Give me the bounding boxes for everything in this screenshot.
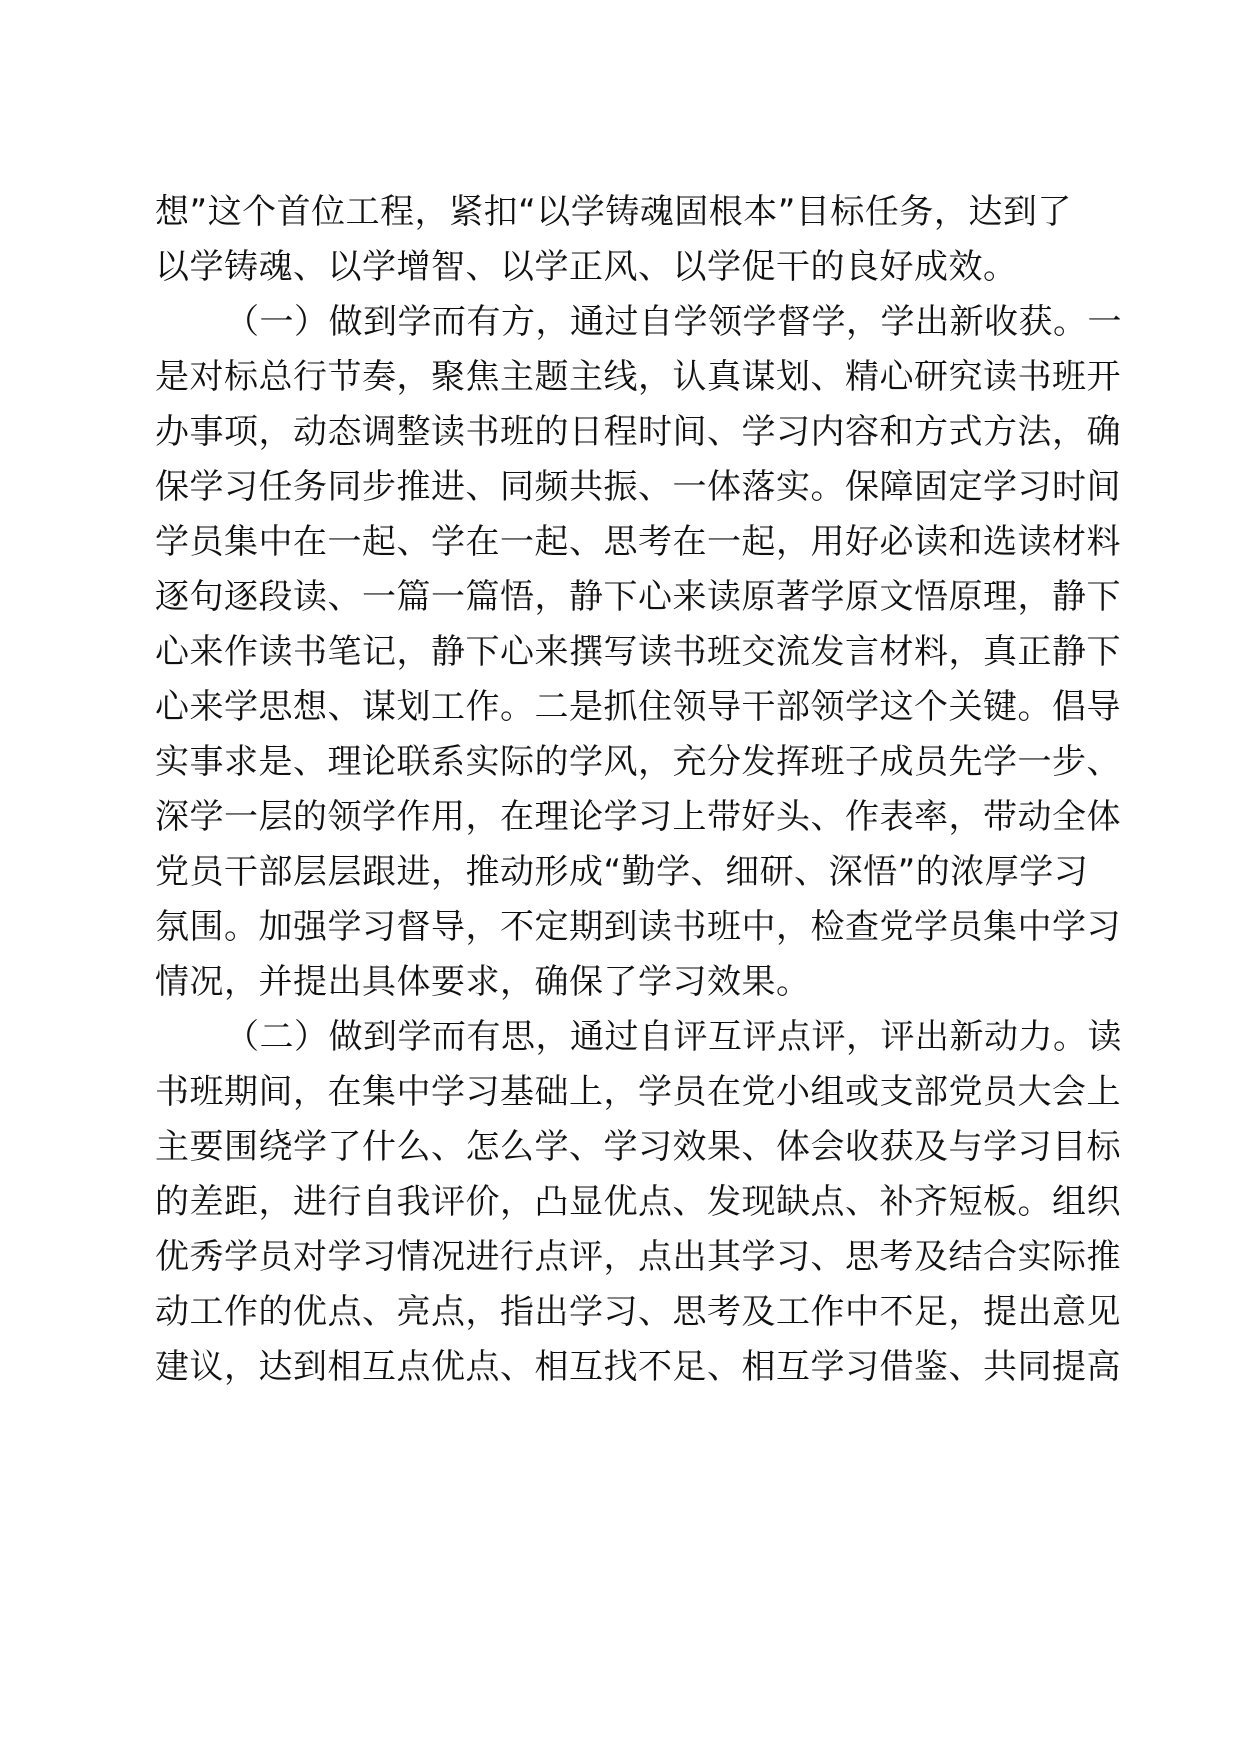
text-line: 逐句逐段读、一篇一篇悟，静下心来读原著学原文悟原理，静下 <box>155 577 1121 617</box>
text-line: 党员干部层层跟进，推动形成“勤学、细研、深悟”的浓厚学习 <box>155 852 1089 892</box>
text-line: 以学铸魂、以学增智、以学正风、以学促干的良好成效。 <box>155 247 1018 287</box>
text-line: 是对标总行节奏，聚焦主题主线，认真谋划、精心研究读书班开 <box>155 357 1121 397</box>
paragraph-heading-2: （二）做到学而有思，通过自评互评点评，评出新动力。读 <box>225 1017 1122 1057</box>
text-line: 实事求是、理论联系实际的学风，充分发挥班子成员先学一步、 <box>155 742 1121 782</box>
text-line: 学员集中在一起、学在一起、思考在一起，用好必读和选读材料 <box>155 522 1121 562</box>
text-line: 保学习任务同步推进、同频共振、一体落实。保障固定学习时间 <box>155 467 1121 507</box>
text-line: 想”这个首位工程，紧扣“以学铸魂固根本”目标任务，达到了 <box>155 192 1072 232</box>
text-line: 心来作读书笔记，静下心来撰写读书班交流发言材料，真正静下 <box>155 632 1121 672</box>
text-line: 心来学思想、谋划工作。二是抓住领导干部领学这个关键。倡导 <box>155 687 1121 727</box>
text-line: 氛围。加强学习督导，不定期到读书班中，检查党学员集中学习 <box>155 907 1121 947</box>
text-line: 情况，并提出具体要求，确保了学习效果。 <box>155 962 811 1002</box>
text-line: 主要围绕学了什么、怎么学、学习效果、体会收获及与学习目标 <box>155 1127 1121 1167</box>
text-line: 深学一层的领学作用，在理论学习上带好头、作表率，带动全体 <box>155 797 1121 837</box>
paragraph-heading-1: （一）做到学而有方，通过自学领学督学，学出新收获。一 <box>225 302 1122 342</box>
text-line: 优秀学员对学习情况进行点评，点出其学习、思考及结合实际推 <box>155 1237 1121 1277</box>
text-line: 的差距，进行自我评价，凸显优点、发现缺点、补齐短板。组织 <box>155 1182 1121 1222</box>
text-line: 办事项，动态调整读书班的日程时间、学习内容和方式方法，确 <box>155 412 1121 452</box>
text-line: 建议，达到相互点优点、相互找不足、相互学习借鉴、共同提高 <box>155 1347 1121 1387</box>
text-line: 书班期间，在集中学习基础上，学员在党小组或支部党员大会上 <box>155 1072 1121 1112</box>
text-line: 动工作的优点、亮点，指出学习、思考及工作中不足，提出意见 <box>155 1292 1121 1332</box>
